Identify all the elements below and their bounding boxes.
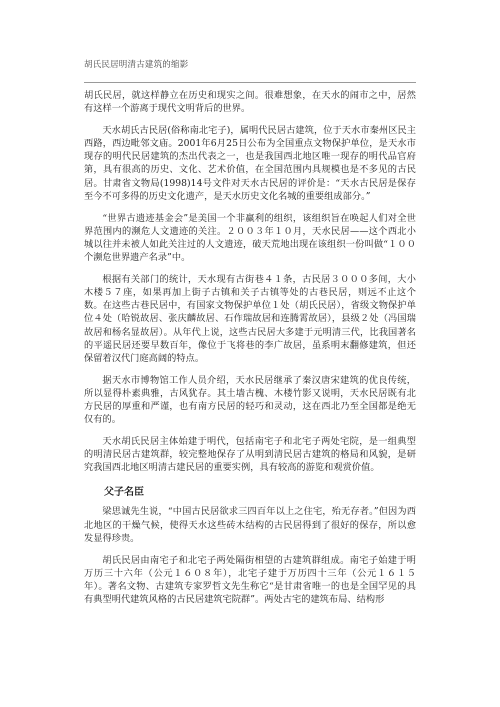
paragraph: 天水胡氏古民居(俗称南北宅子)，属明代民居古建筑，位于天水市秦州区民主西路，西边毗邻文庙。2001年6月25日公布为全国重点文物保护单位，是天水市现存的明代民居建筑的杰出代表之一，也是我国西北地区唯一现存的明代品官府第，具有很高的历史、文化、艺术价值，在全国范围内具规模也是不多见的古民居。甘肃省文物局(1998)14号文件对天水古民居的评价是：“天水古民居是保存至今不可多得的历史文化遗产，是天水历史文化名城的重要组成部分。” <box>84 125 416 202</box>
document-title: 胡氏民居明清古建筑的缩影 <box>84 60 189 70</box>
section-heading: 父子名臣 <box>104 487 144 499</box>
title-divider <box>84 82 416 83</box>
paragraph: 胡氏民居，就这样静立在历史和现实之间。很难想象，在天水的闹市之中，居然有这样一个游离于现代文明背后的世界。 <box>84 90 416 115</box>
paragraph: 胡氏民居由南宅子和北宅子两处隔街相望的古建筑群组成。南宅子始建于明万历三十六年（公元１６０８年），北宅子建于万历四十三年（公元１６１５年）。著名文物、古建筑专家罗哲文先生称它“是甘肃省唯一的也是全国罕见的具有典型明代建筑风格的古民居建筑宅院群”。两处古宅的建筑布局、结构形 <box>84 554 416 605</box>
paragraph: 天水胡氏民居主体始建于明代，包括南宅子和北宅子两处宅院，是一组典型的明清民居古建筑群，较完整地保存了从明到清民居古建筑的格局和风貌，是研究我国西北地区明清古建民居的重要实例，具有较高的游览和观赏价值。 <box>84 436 416 474</box>
paragraph: “世界古遗迹基金会”是美国一个非赢利的组织，该组织旨在唤起人们对全世界范围内的濒危人文遗迹的关注。２００３年１０月，天水民居——这个西北小城以往并未被人如此关注过的人文遗迹，破天荒地出现在该组织一份叫做“１００个濒危世界遗产名录”中。 <box>84 212 416 264</box>
paragraph: 梁思诚先生说，“中国古民居欲求三四百年以上之住宅，殆无存者。”但因为西北地区的干燥气候，使得天水这些砖木结构的古民居得到了很好的保存，所以愈发显得珍贵。 <box>84 506 416 544</box>
paragraph: 根据有关部门的统计，天水现有古街巷４１条，古民居３０００多间，大小木楼５７座，如果再加上街子古镇和关子古镇等处的古巷民居，则远不止这个数。在这些古巷民居中，有国家文物保护单位１处（胡氏民居），省级文物保护单位４处（哈锐故居、张庆麟故居、石作瑞故居和连腾霄故居），县级２处（冯国瑞故居和杨名显故居）。从年代上说，这些古民居大多建于元明清三代，比我国著名的平遥民居还要早数百年，像位于飞将巷的李广故居，虽系明末翻修建筑，但还保留着汉代门庭高阔的特点。 <box>84 274 416 364</box>
paragraph: 据天水市博物馆工作人员介绍，天水民居继承了秦汉唐宋建筑的优良传统，所以显得朴素典雅，古风犹存。其土墙古槐、木楼竹影又说明，天水民居既有北方民居的厚重和严谨，也有南方民居的轻巧和灵动，这在西北乃至全国都是绝无仅有的。 <box>84 374 416 426</box>
